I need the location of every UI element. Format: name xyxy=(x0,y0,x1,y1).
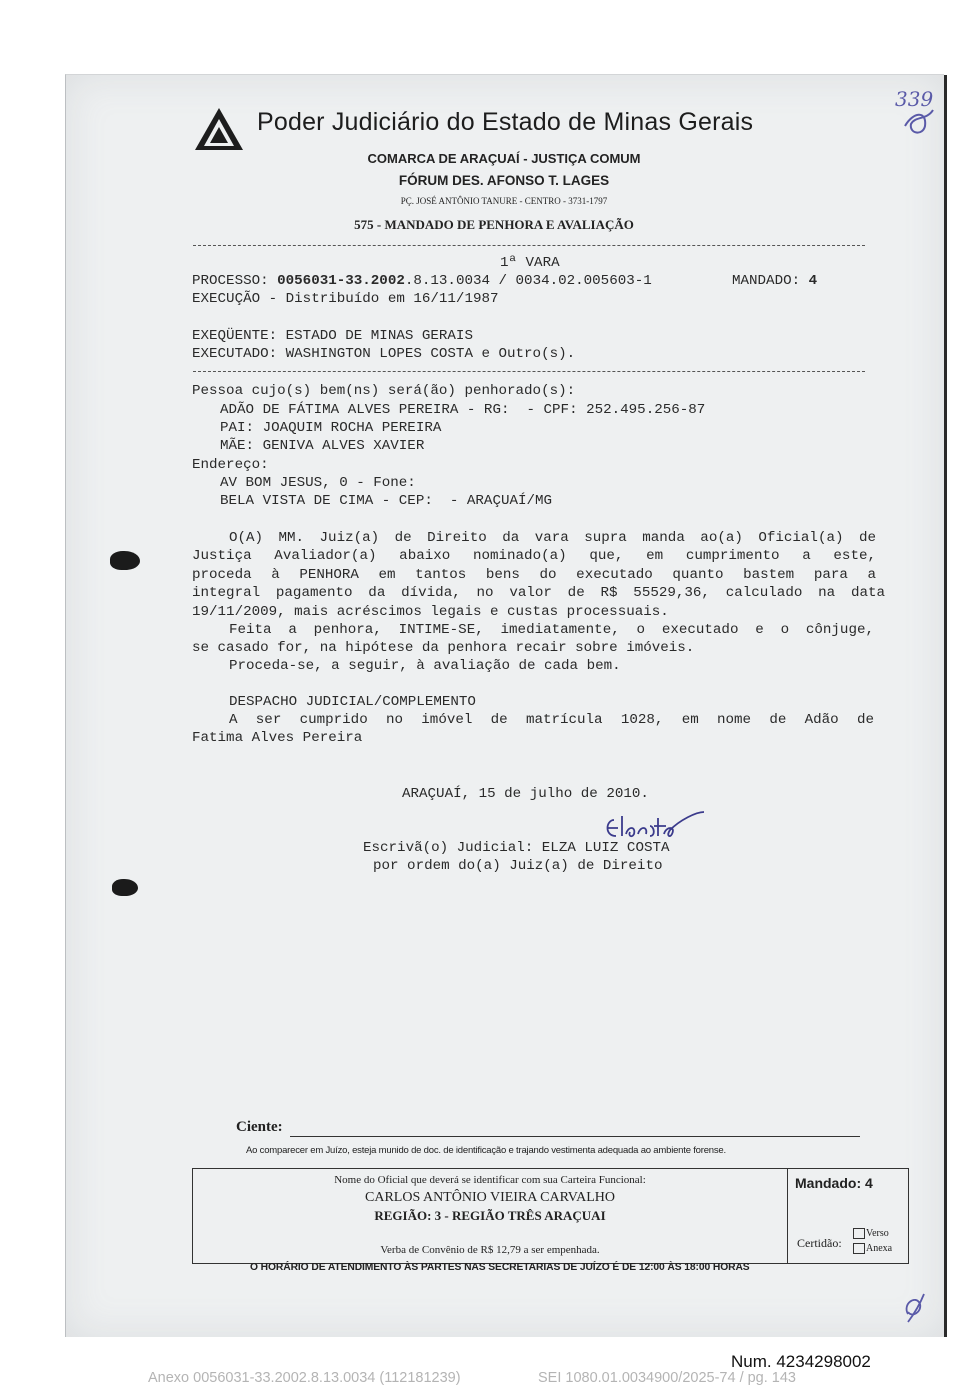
verba-line: Verba de Convênio de R$ 12,79 a ser empenhada. xyxy=(380,1244,600,1256)
officer-label: Nome do Oficial que deverá se identificar com sua Carteira Funcional: xyxy=(334,1174,646,1186)
document-type: 575 - MANDADO DE PENHORA E AVALIAÇÃO xyxy=(354,217,634,232)
body-paragraph-2-line-1: Feita a penhora, INTIME-SE, imediatamente, o executado e o cônjuge, xyxy=(229,622,874,638)
document-num: Num. 4234298002 xyxy=(731,1352,871,1371)
person-father: PAI: JOAQUIM ROCHA PEREIRA xyxy=(220,420,442,436)
court-notice: Ao comparecer em Juízo, esteja munido de doc. de identificação e trajando vestimenta adequada ao ambiente forense. xyxy=(246,1145,726,1156)
executado-line: EXECUTADO: WASHINGTON LOPES COSTA e Outro(s). xyxy=(192,346,576,362)
ciente-label: Ciente: xyxy=(236,1119,283,1135)
office-hours: O HORÁRIO DE ATENDIMENTO ÀS PARTES NAS SECRETARIAS DE JUÍZO É DE 12:00 ÀS 18:00 HORAS xyxy=(250,1262,750,1273)
ordem-line: por ordem do(a) Juiz(a) de Direito xyxy=(373,858,663,874)
vara-label: 1ª VARA xyxy=(500,255,560,271)
divider-middle xyxy=(193,371,865,372)
mandado-label: MANDADO: xyxy=(732,273,801,289)
svg-text:339: 339 xyxy=(895,87,934,111)
verso-checkbox[interactable] xyxy=(853,1228,865,1239)
process-label: PROCESSO: xyxy=(192,273,269,289)
person-intro: Pessoa cujo(s) bem(ns) será(ão) penhorado(s): xyxy=(192,383,576,399)
officer-info-cell xyxy=(193,1169,788,1263)
punch-hole-bottom xyxy=(112,879,138,896)
person-name-line: ADÃO DE FÁTIMA ALVES PEREIRA - RG: - CPF: 252.495.256-87 xyxy=(220,402,706,418)
escriva-line: Escrivã(o) Judicial: ELZA LUIZ COSTA xyxy=(363,840,670,856)
process-number-bold: 0056031-33.2002 xyxy=(277,273,405,289)
address-line-1: AV BOM JESUS, 0 - Fone: xyxy=(220,475,416,491)
forum-address: PÇ. JOSÉ ANTÔNIO TANURE - CENTRO - 3731-1797 xyxy=(400,196,608,206)
place-date: ARAÇUAÍ, 15 de julho de 2010. xyxy=(402,786,649,802)
mandado-number: 4 xyxy=(808,273,818,289)
verso-label: Verso xyxy=(866,1228,889,1239)
despacho-title: DESPACHO JUDICIAL/COMPLEMENTO xyxy=(229,694,476,710)
despacho-line-2: Fatima Alves Pereira xyxy=(192,730,363,746)
exequente-line: EXEQÜENTE: ESTADO DE MINAS GERAIS xyxy=(192,328,473,344)
ciente-signature-line[interactable] xyxy=(290,1136,860,1137)
verso-checkbox-row[interactable] xyxy=(853,1228,889,1239)
officer-region: REGIÃO: 3 - REGIÃO TRÊS ARAÇUAI xyxy=(374,1208,606,1223)
certidao-label: Certidão: xyxy=(797,1236,842,1250)
divider-top xyxy=(193,245,865,246)
mandado-line xyxy=(732,273,817,289)
handwritten-initial-icon xyxy=(898,1290,934,1324)
officer-stamp-box xyxy=(192,1168,909,1264)
person-mother: MÃE: GENIVA ALVES XAVIER xyxy=(220,438,425,454)
address-line-2: BELA VISTA DE CIMA - CEP: - ARAÇUAÍ/MG xyxy=(220,493,553,509)
execucao-line: EXECUÇÃO - Distribuído em 16/11/1987 xyxy=(192,291,499,307)
body-paragraph-1-line-4: integral pagamento da dívida, no valor de R$ 55529,36, calculado na data xyxy=(192,585,885,601)
court-title: Poder Judiciário do Estado de Minas Gerais xyxy=(257,108,754,136)
body-paragraph-1-line-1: O(A) MM. Juiz(a) de Direito da vara supra manda ao(a) Oficial(a) de xyxy=(229,530,876,546)
handwritten-page-number-icon xyxy=(893,84,941,140)
process-line xyxy=(192,273,652,289)
body-paragraph-1-line-5: 19/11/2009, mais acréscimos legais e custas processuais. xyxy=(192,604,669,620)
address-label: Endereço: xyxy=(192,457,269,473)
judiciary-logo-icon xyxy=(193,106,245,152)
mandado-box-label: Mandado: 4 xyxy=(795,1175,873,1191)
anexa-checkbox-row[interactable] xyxy=(853,1243,892,1254)
body-paragraph-1-line-2: Justiça Avaliador(a) abaixo nominado(a) que, em cumprimento a este, xyxy=(192,548,876,564)
body-paragraph-2-line-2: se casado for, na hipótese da penhora recair sobre imóveis. xyxy=(192,640,695,656)
anexa-checkbox[interactable] xyxy=(853,1243,865,1254)
forum-line: FÓRUM DES. AFONSO T. LAGES xyxy=(398,173,610,188)
sei-reference: SEI 1080.01.0034900/2025-74 / pg. 143 xyxy=(538,1370,796,1386)
mandado-cell xyxy=(789,1169,908,1263)
comarca-line: COMARCA DE ARAÇUAÍ - JUSTIÇA COMUM xyxy=(367,151,641,166)
despacho-line-1: A ser cumprido no imóvel de matrícula 1028, em nome de Adão de xyxy=(229,712,874,728)
officer-name: CARLOS ANTÔNIO VIEIRA CARVALHO xyxy=(365,1190,615,1205)
process-number-rest: .8.13.0034 / 0034.02.005603-1 xyxy=(404,273,652,289)
punch-hole-top xyxy=(110,551,140,570)
anexo-reference: Anexo 0056031-33.2002.8.13.0034 (112181239) xyxy=(148,1370,461,1386)
body-paragraph-3: Proceda-se, a seguir, à avaliação de cada bem. xyxy=(229,658,621,674)
body-paragraph-1-line-3: proceda à PENHORA em tantos bens do executado quanto bastem para a xyxy=(192,567,876,583)
anexa-label: Anexa xyxy=(866,1243,893,1254)
